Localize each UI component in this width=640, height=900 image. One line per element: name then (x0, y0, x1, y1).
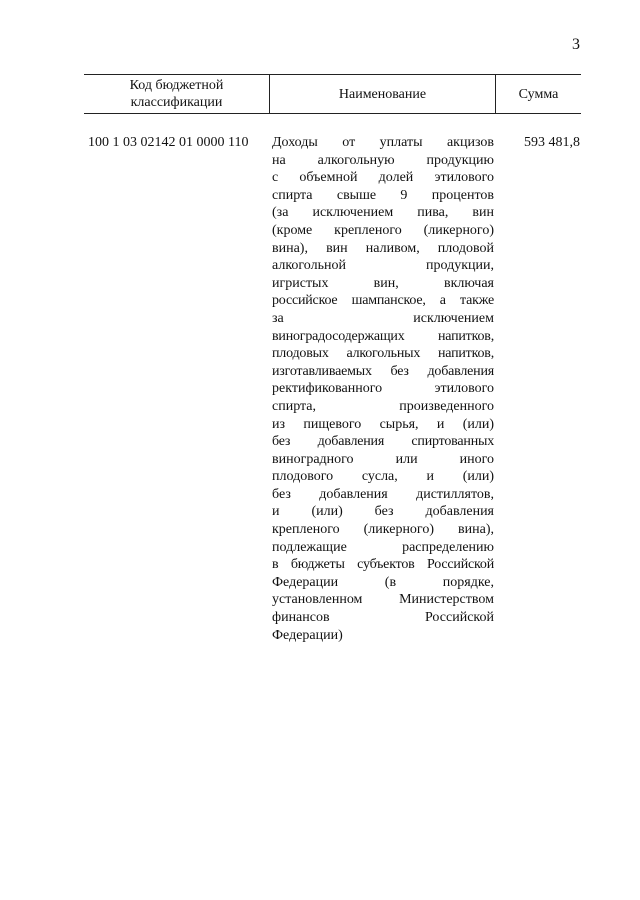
revenue-name-line: без добавления дистиллятов, (272, 486, 494, 502)
column-header-code-line: классификации (130, 95, 223, 110)
revenue-name-line: без добавления спиртованных (272, 434, 494, 450)
revenue-name-cell (272, 134, 494, 644)
revenue-name-line: ректификованного этилового (272, 381, 494, 397)
page-number: 3 (572, 36, 580, 53)
revenue-sum: 593 481,8 (524, 135, 580, 150)
column-header-sum: Сумма (518, 86, 559, 102)
revenue-name-line: алкогольной продукции, (272, 258, 494, 274)
revenue-name-line: в бюджеты субъектов Российской (272, 557, 494, 573)
revenue-name-line: с объемной долей этилового (272, 170, 494, 186)
revenue-name-line: плодового сусла, и (или) (272, 469, 494, 485)
revenue-name-line: за исключением (272, 310, 494, 326)
budget-classification-code: 100 1 03 02142 01 0000 110 (88, 135, 249, 150)
revenue-name-line: крепленого (ликерного) вина), (272, 522, 494, 538)
revenue-name-line: из пищевого сырья, и (или) (272, 416, 494, 432)
revenue-name-line: спирта, произведенного (272, 398, 494, 414)
table-header-bottom-rule (84, 113, 581, 114)
column-header-code-line: Код бюджетной (129, 78, 224, 93)
revenue-name-line: (за исключением пива, вин (272, 205, 494, 221)
column-header-code (84, 76, 269, 112)
revenue-name-line: игристых вин, включая (272, 275, 494, 291)
revenue-name-line: спирта свыше 9 процентов (272, 187, 494, 203)
revenue-name-line: виноградосодержащих напитков, (272, 328, 494, 344)
table-header-top-rule (84, 74, 581, 75)
revenue-name-line: подлежащие распределению (272, 539, 494, 555)
revenue-name-line: Федерации) (272, 627, 343, 643)
revenue-name-line: плодовых алкогольных напитков, (272, 346, 494, 362)
revenue-name-line: и (или) без добавления (272, 504, 494, 520)
revenue-name-line: (кроме крепленого (ликерного) (272, 222, 494, 238)
revenue-name-line: изготавливаемых без добавления (272, 363, 494, 379)
column-header-name: Наименование (338, 86, 427, 102)
revenue-name-line: Федерации (в порядке, (272, 574, 494, 590)
revenue-name-line: Доходы от уплаты акцизов (272, 135, 494, 150)
revenue-name-line: на алкогольную продукцию (272, 152, 494, 168)
revenue-name-line: вина), вин наливом, плодовой (272, 240, 494, 256)
revenue-name-line: российское шампанское, а также (272, 293, 494, 309)
revenue-name-line: установленном Министерством (272, 592, 494, 608)
revenue-name-line: виноградного или иного (272, 451, 494, 467)
revenue-name-line: финансов Российской (272, 610, 494, 626)
